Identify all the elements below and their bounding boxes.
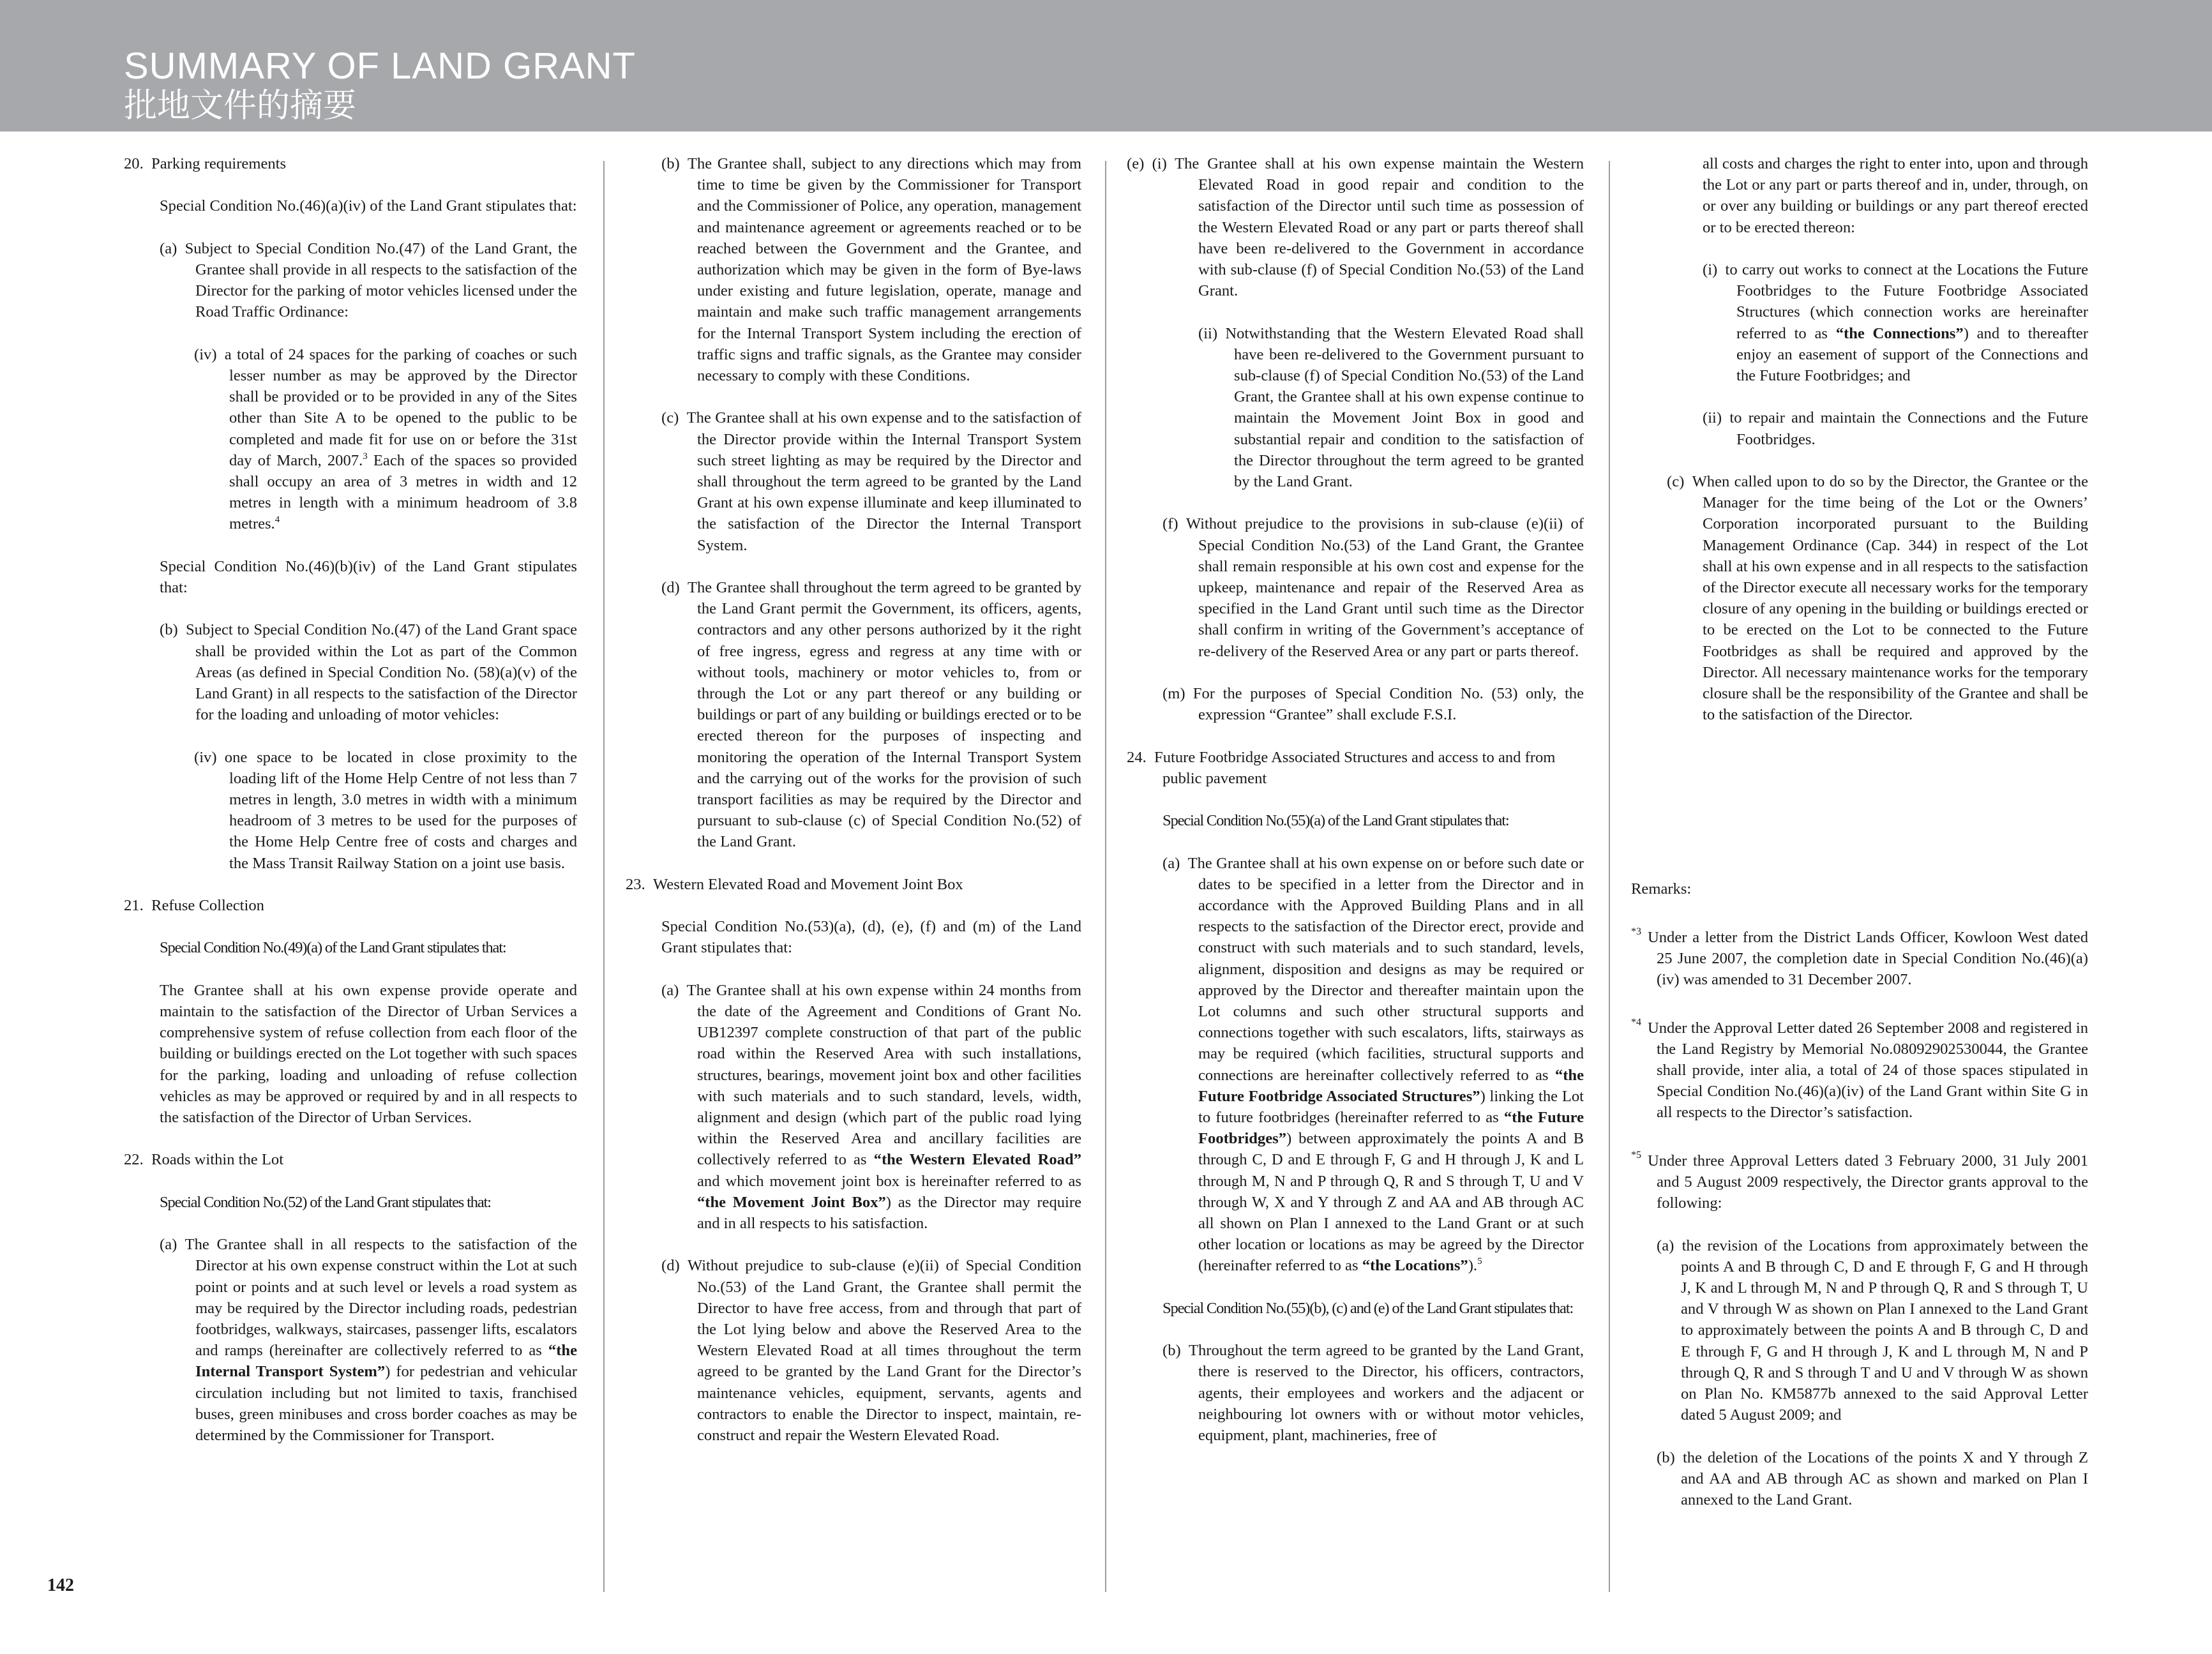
section-heading-22: 22. Roads within the Lot — [124, 1151, 284, 1169]
remark-note-4: $^{*4}$ Under the Approval Letter dated 26 September 2008 and registered in the Land Registry by Memorial No.08092902530044, the Grantee shall provide, inter alia, a total of 24 of those spaces stipulated in Special Condition No.(46)(a)(iv) of the Land Grant within Site G in all respects to the Director’s satisfaction. — [1631, 1016, 2088, 1122]
paragraph: Special Condition No.(49)(a) of the Land Grant stipulates that: — [160, 939, 506, 957]
paragraph: Special Condition No.(52) of the Land Grant stipulates that: — [160, 1193, 491, 1211]
footnote-ref: 4 — [275, 515, 280, 525]
clause-c: (c) When called upon to do so by the Director, the Grantee or the Manager for the time being of the Lot or the Owners’ Corporation incorporated pursuant to the Building Management Ordinance (Cap. 344) in respect of the Lot shall at his own expense and in all respects to the satisfaction of the Director execute all necessary works for the temporary closure of any opening in the building or buildings erected or to be erected on the Lot to be connected to the Future Footbridges as shall be required and approved by the Director. All necessary maintenance works for the temporary closure shall be the responsibility of the Grantee and shall be to the satisfaction of the Director. — [1667, 473, 2088, 724]
note-marker: *5 — [1631, 1149, 1641, 1161]
remarks-heading: Remarks: — [1631, 880, 1692, 898]
clause-m: (m) For the purposes of Special Condition No. (53) only, the expression “Grantee” shall exclude F.S.I. — [1162, 685, 1584, 724]
section-heading-21: 21. Refuse Collection — [124, 897, 264, 914]
text-column-3 — [1127, 153, 1584, 1467]
clause-f: (f) Without prejudice to the provisions in sub-clause (e)(ii) of Special Condition No.(53) of the Land Grant, the Grantee shall remain responsible at his own cost and expense for the upkeep, maintenance and repair of the Reserved Area as specified in the Land Grant until such time as the Director shall confirm in writing of the Government’s acceptance of re-delivery of the Reserved Area or any part or parts thereof. — [1162, 515, 1584, 660]
section-heading-24: 24. Future Footbridge Associated Structures and access to and from public pavement — [1127, 748, 1556, 787]
clause-b-i: (i) to carry out works to connect at the Locations the Future Footbridges to the Future Footbridge Associated Structures (which connection works are hereinafter referred to as “the Connections”) and to thereafter enjoy an easement of support of the Connections and the Future Footbridges; and — [1703, 261, 2088, 385]
clause-a-iv: (iv) a total of 24 spaces for the parking of coaches or such lesser number as may be approved by the Director shall be provided or to be provided in any of the Sites other than Site A to be opened to the public to be completed and made fit for use on or before the 31st day of March, 2007.$^3$ Each of the spaces so provided shall occupy an area of 3 metres in width and 12 metres in length with a minimum headroom of 3.8 metres.$^4$ — [194, 345, 577, 533]
page-title: SUMMARY OF LAND GRANT — [124, 45, 636, 87]
note-marker: *3 — [1631, 926, 1641, 937]
clause-b: (b) Throughout the term agreed to be granted by the Land Grant, there is reserved to the Director, his officers, contractors, agents, their employees and workers and the adjacent or neighbouring lot owners with or without motor vehicles, equipment, plant, machineries, free of — [1162, 1342, 1584, 1445]
paragraph: Special Condition No.(53)(a), (d), (e), (f) and (m) of the Land Grant stipulates that: — [661, 918, 1081, 957]
clause-a: (a) The Grantee shall at his own expense on or before such date or dates to be specified in a letter from the Director and in accordance with the Approved Building Plans and in all respects to the satisfaction of the Director erect, provide and construct with such materials and to such standard, levels, alignment, disposition and designs as may be required or approved by the Director and thereafter maintain upon the Lot columns and such other structural supports and connections together with such escalators, lifts, stairways as may be required (which facilities, structural supports and connections are hereinafter collectively referred to as “the Future Footbridge Associated Structures”) linking the Lot to future footbridges (hereinafter referred to as “the Future Footbridges”) between approximately the points A and B through C, D and E through F, G and H through J, K and L through M, N and P through Q, R and S through T, U and V through W, X and Y through Z and AA and AB through AC all shown on Plan I annexed to the Land Grant or at such other location or locations as may be agreed by the Director (hereinafter referred to as “the Locations”).$^5$ — [1162, 854, 1584, 1275]
remark-note-3: $^{*3}$ Under a letter from the District Lands Officer, Kowloon West dated 25 June 2007, the completion date in Special Condition No.(46)(a)(iv) was amended to 31 December 2007. — [1631, 926, 2088, 989]
clause-e-ii: (ii) Notwithstanding that the Western Elevated Road shall have been re-delivered to the Government pursuant to sub-clause (f) of Special Condition No.(53) of the Land Grant, the Grantee shall at his own expense continue to maintain the Movement Joint Box in good and substantial repair and condition to the satisfaction of the Director throughout the term agreed to be granted by the Land Grant. — [1198, 324, 1584, 491]
clause-b: (b) The Grantee shall, subject to any directions which may from time to time be given by the Commissioner for Transport and the Commissioner of Police, any operation, management and maintenance agreement or agreements reached or to be reached between the Government and the Grantee, and authorization which may be given in the form of Bye-laws under existing and future legislation, operate, manage and maintain and make such traffic management arrangements for the Internal Transport System including the erection of traffic signs and traffic signals, as the Grantee may consider necessary to comply with these Conditions. — [661, 155, 1081, 385]
footnote-ref: 3 — [363, 451, 368, 462]
section-heading-20: 20. Parking requirements — [124, 155, 287, 172]
text-column-1 — [124, 153, 577, 1467]
clause-d: (d) The Grantee shall throughout the term agreed to be granted by the Land Grant permit the Government, its officers, agents, contractors and any other persons authorized by it the right of free ingress, egress and regress at any time with or without tools, machinery or motor vehicles to, from or through the Lot or any part thereof or any building or buildings or part of any building or buildings erected or to be erected thereon for the purposes of inspecting and monitoring the operation of the Internal Transport System and the carrying out of the works for the provision of such transport facilities as may be required by the Director and pursuant to sub-clause (c) of Special Condition No.(52) of the Land Grant. — [661, 579, 1081, 851]
clause-e-i: (e) (i) The Grantee shall at his own expense maintain the Western Elevated Road in good repair and condition to the satisfaction of the Director until such time as possession of the Western Elevated Road or any part or parts thereof shall have been re-delivered to the Government in accordance with sub-clause (f) of Special Condition No.(53) of the Land Grant. — [1127, 155, 1584, 300]
section-heading-23: 23. Western Elevated Road and Movement Joint Box — [626, 875, 963, 893]
page-title-chinese: 批地文件的摘要 — [124, 87, 357, 125]
text-column-4 — [1631, 153, 2088, 1531]
column-divider — [603, 161, 605, 1592]
clause-b-ii: (ii) to repair and maintain the Connections and the Future Footbridges. — [1703, 409, 2088, 448]
text-column-2 — [626, 153, 1081, 1467]
clause-a: (a) The Grantee shall at his own expense within 24 months from the date of the Agreement and Conditions of Grant No. UB12397 complete construction of that part of the public road within the Reserved Area with such installations, structures, bearings, movement joint box and other facilities with such materials and to such standard, levels, width, alignment and design (which part of the public road lying within the Reserved Area and ancillary facilities are collectively referred to as “the Western Elevated Road” and which movement joint box is hereinafter referred to as “the Movement Joint Box”) as the Director may require and in all respects to his satisfaction. — [661, 981, 1081, 1233]
paragraph: Special Condition No.(46)(a)(iv) of the Land Grant stipulates that: — [160, 197, 577, 215]
paragraph: The Grantee shall at his own expense provide operate and maintain to the satisfaction of the Director of Urban Services a comprehensive system of refuse collection from each floor of the building or buildings erected on the Lot together with such spaces for the parking, loading and unloading of refuse collection vehicles as may be approved or required by and in all respects to the satisfaction of the Director of Urban Services. — [160, 981, 577, 1126]
footnote-ref: 5 — [1477, 1256, 1482, 1267]
clause-d: (d) Without prejudice to sub-clause (e)(ii) of Special Condition No.(53) of the Land Grant, the Grantee shall permit the Director to have free access, from and through that part of the Lot lying below and above the Reserved Area to the Western Elevated Road at all times throughout the term agreed to be granted by the Land Grant for the Director’s maintenance vehicles, equipment, servants, agents and contractors to enable the Director to inspect, maintain, re-construct and repair the Western Elevated Road. — [661, 1257, 1081, 1445]
remark-note-5-b: (b) the deletion of the Locations of the points X and Y through Z and AA and AB through AC as shown and marked on Plan I annexed to the Land Grant. — [1657, 1448, 2088, 1509]
note-marker: *4 — [1631, 1016, 1641, 1028]
page-number: 142 — [47, 1575, 74, 1595]
paragraph: Special Condition No.(46)(b)(iv) of the Land Grant stipulates that: — [160, 557, 577, 596]
column-divider — [1609, 161, 1610, 1592]
clause-b-iv: (iv) one space to be located in close proximity to the loading lift of the Home Help Centre of not less than 7 metres in length, 3.0 metres in width with a minimum headroom of 3 metres to be used for the purposes of the Home Help Centre free of costs and charges and the Mass Transit Railway Station on a joint use basis. — [194, 748, 577, 872]
column-divider — [1105, 161, 1106, 1592]
paragraph: Special Condition No.(55)(a) of the Land Grant stipulates that: — [1162, 812, 1509, 830]
header-band — [0, 0, 2212, 132]
clause-a: (a) The Grantee shall in all respects to the satisfaction of the Director at his own expense construct within the Lot at such point or points and at such level or levels a road system as may be required by the Director including roads, pedestrian footbridges, walkways, staircases, passenger lifts, escalators and ramps (hereinafter are collectively referred to as “the Internal Transport System”) for pedestrian and vehicular circulation including but not limited to taxis, franchised buses, green minibuses and cross border coaches as may be determined by the Commissioner for Transport. — [160, 1236, 577, 1444]
paragraph: Special Condition No.(55)(b), (c) and (e) of the Land Grant stipulates that: — [1162, 1299, 1573, 1317]
remark-note-5-a: (a) the revision of the Locations from approximately between the points A and B through C, D and E through F, G and H through J, K and L through M, N and P through Q, R and S through T, U and V through W as shown on Plan I annexed to the Land Grant to approximately between the points A and B through C, D and E through F, G and H through J, K and L through M, N and P through Q, R and S through T and U and V through W as shown on Plan No. KM5877b annexed to the said Approval Letter dated 5 August 2009; and — [1657, 1237, 2088, 1424]
clause-b: (b) Subject to Special Condition No.(47) of the Land Grant space shall be provided within the Lot as part of the Common Areas (as defined in Special Condition No. (58)(a)(v) of the Land Grant) in all respects to the satisfaction of the Director for the loading and unloading of motor vehicles: — [160, 621, 577, 724]
clause-c: (c) The Grantee shall at his own expense and to the satisfaction of the Director provide within the Internal Transport System such street lighting as may be required by the Director and shall throughout the term agreed to be granted by the Land Grant at his own expense illuminate and keep illuminated to the satisfaction of the Director the Internal Transport System. — [661, 409, 1081, 554]
clause-a: (a) Subject to Special Condition No.(47) of the Land Grant, the Grantee shall provide in all respects to the satisfaction of the Director for the parking of motor vehicles licensed under the Road Traffic Ordinance: — [160, 239, 577, 321]
remark-note-5: $^{*5}$ Under three Approval Letters dated 3 February 2000, 31 July 2001 and 5 August 2009 respectively, the Director grants approval to the following: — [1631, 1149, 2088, 1212]
clause-b-continued: all costs and charges the right to enter into, upon and through the Lot or any part or parts thereof and in, under, through, on or over any building or buildings or any part thereof erected or to be erected thereon: — [1703, 155, 2088, 236]
